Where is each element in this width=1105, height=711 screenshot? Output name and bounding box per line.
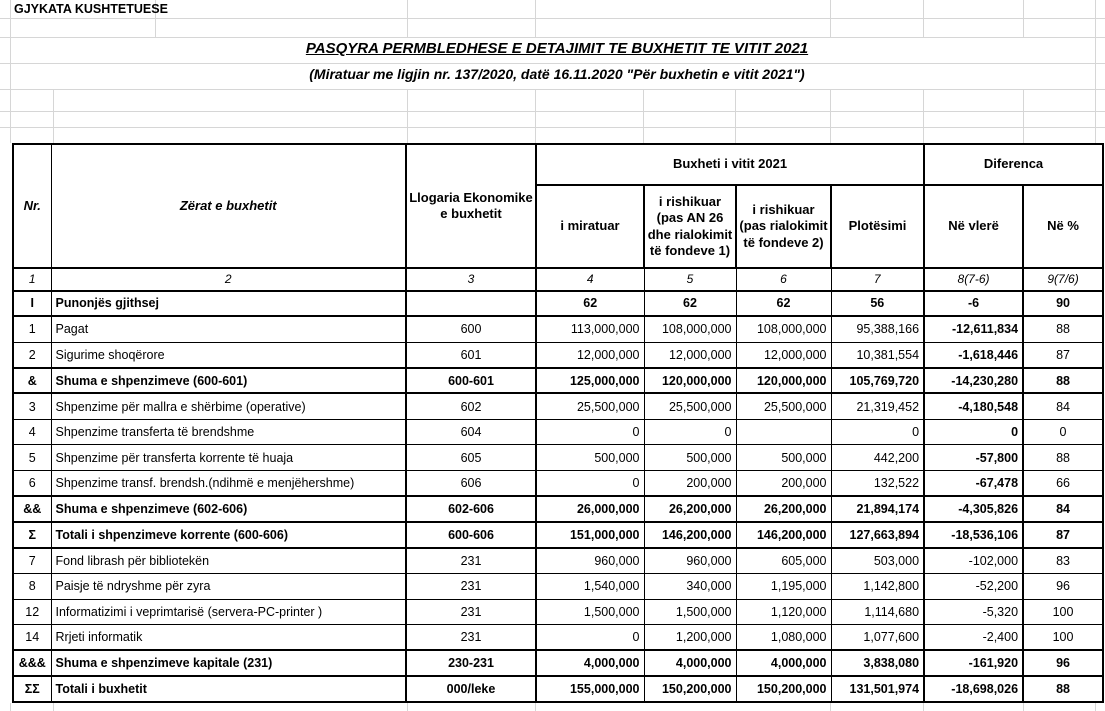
- gridline-vertical: [735, 89, 736, 143]
- row-nr: &: [13, 368, 51, 394]
- table-row: [13, 496, 1103, 522]
- val-plotesimi: 95,388,166: [831, 316, 924, 342]
- row-label: Shuma e shpenzimeve (600-601): [51, 368, 406, 394]
- colnum-5: 5: [644, 268, 736, 291]
- col-header-nr: Nr.: [13, 144, 51, 268]
- gridline-vertical: [923, 703, 924, 711]
- val-rishikuar1: 4,000,000: [644, 650, 736, 676]
- budget-table: [12, 143, 1104, 703]
- row-label: Shpenzime transferta të brendshme: [51, 419, 406, 445]
- val-diff-vlere: -4,305,826: [924, 496, 1023, 522]
- val-miratuar: 500,000: [536, 445, 644, 471]
- subtitle-row: [12, 66, 1102, 84]
- row-account: 230-231: [406, 650, 536, 676]
- val-miratuar: 12,000,000: [536, 342, 644, 368]
- gridline-vertical: [535, 703, 536, 711]
- val-rishikuar2: 605,000: [736, 548, 831, 574]
- gridline-vertical: [1095, 703, 1096, 711]
- val-rishikuar2: 150,200,000: [736, 676, 831, 702]
- row-label: Totali i shpenzimeve korrente (600-606): [51, 522, 406, 548]
- table-row: [13, 471, 1103, 497]
- val-plotesimi: 1,077,600: [831, 625, 924, 651]
- row-account: 606: [406, 471, 536, 497]
- val-miratuar: 4,000,000: [536, 650, 644, 676]
- gridline-vertical: [1023, 89, 1024, 143]
- table-row: [13, 291, 1103, 317]
- val-plotesimi: 0: [831, 419, 924, 445]
- row-nr: Σ: [13, 522, 51, 548]
- val-plotesimi: 132,522: [831, 471, 924, 497]
- row-account: [406, 291, 536, 317]
- row-label: Pagat: [51, 316, 406, 342]
- val-rishikuar2: 200,000: [736, 471, 831, 497]
- gridline-vertical: [407, 89, 408, 143]
- col-header-items: Zërat e buxhetit: [51, 144, 406, 268]
- val-miratuar: 25,500,000: [536, 393, 644, 419]
- val-rishikuar2: 120,000,000: [736, 368, 831, 394]
- table-row: [13, 676, 1103, 702]
- budget-table-body: [13, 268, 1103, 702]
- val-rishikuar1: 120,000,000: [644, 368, 736, 394]
- table-row: [13, 316, 1103, 342]
- row-label: Rrjeti informatik: [51, 625, 406, 651]
- gridline-vertical: [1023, 0, 1024, 37]
- val-rishikuar1: 0: [644, 419, 736, 445]
- row-account: 600-601: [406, 368, 536, 394]
- val-rishikuar1: 960,000: [644, 548, 736, 574]
- table-row: [13, 419, 1103, 445]
- val-plotesimi: 1,142,800: [831, 573, 924, 599]
- val-diff-pct: 84: [1023, 393, 1103, 419]
- row-label: Punonjës gjithsej: [51, 291, 406, 317]
- val-plotesimi: 21,319,452: [831, 393, 924, 419]
- gridline-horizontal: [0, 89, 1105, 90]
- row-nr: ΣΣ: [13, 676, 51, 702]
- val-rishikuar1: 26,200,000: [644, 496, 736, 522]
- row-label: Paisje të ndryshme për zyra: [51, 573, 406, 599]
- gridline-vertical: [643, 89, 644, 143]
- title-row: [12, 40, 1102, 58]
- val-plotesimi: 105,769,720: [831, 368, 924, 394]
- row-account: 600: [406, 316, 536, 342]
- val-diff-pct: 87: [1023, 342, 1103, 368]
- row-account: 600-606: [406, 522, 536, 548]
- row-account: 602: [406, 393, 536, 419]
- val-miratuar: 0: [536, 419, 644, 445]
- val-diff-pct: 88: [1023, 316, 1103, 342]
- val-miratuar: 0: [536, 471, 644, 497]
- row-account: 605: [406, 445, 536, 471]
- val-diff-pct: 100: [1023, 625, 1103, 651]
- val-rishikuar1: 12,000,000: [644, 342, 736, 368]
- row-account: 231: [406, 625, 536, 651]
- row-account: 231: [406, 599, 536, 625]
- col-header-revised2: i rishikuar (pas rialokimit të fondeve 2): [736, 185, 831, 268]
- val-diff-pct: 96: [1023, 573, 1103, 599]
- page-title: PASQYRA PERMBLEDHESE E DETAJIMIT TE BUXHETIT TE VITIT 2021: [305, 40, 809, 57]
- val-diff-vlere: -161,920: [924, 650, 1023, 676]
- row-label: Fond librash për bibliotekën: [51, 548, 406, 574]
- val-miratuar: 26,000,000: [536, 496, 644, 522]
- val-rishikuar2: 1,080,000: [736, 625, 831, 651]
- val-rishikuar1: 200,000: [644, 471, 736, 497]
- table-row: [13, 522, 1103, 548]
- gridline-vertical: [923, 0, 924, 37]
- val-rishikuar1: 25,500,000: [644, 393, 736, 419]
- row-nr: 6: [13, 471, 51, 497]
- val-diff-vlere: -57,800: [924, 445, 1023, 471]
- org-name: GJYKATA KUSHTETUESE: [14, 2, 168, 16]
- val-diff-vlere: -14,230,280: [924, 368, 1023, 394]
- val-diff-pct: 90: [1023, 291, 1103, 317]
- val-rishikuar2: 25,500,000: [736, 393, 831, 419]
- colnum-8: 8(7-6): [924, 268, 1023, 291]
- column-number-row: [13, 268, 1103, 291]
- row-nr: I: [13, 291, 51, 317]
- val-rishikuar2: 62: [736, 291, 831, 317]
- val-rishikuar2: 26,200,000: [736, 496, 831, 522]
- colnum-1: 1: [13, 268, 51, 291]
- colnum-7: 7: [831, 268, 924, 291]
- row-nr: 5: [13, 445, 51, 471]
- col-header-completion: Plotësimi: [831, 185, 924, 268]
- col-header-revised1: i rishikuar (pas AN 26 dhe rialokimit të fondeve 1): [644, 185, 736, 268]
- val-plotesimi: 1,114,680: [831, 599, 924, 625]
- val-diff-vlere: -102,000: [924, 548, 1023, 574]
- row-account: 602-606: [406, 496, 536, 522]
- table-row: [13, 368, 1103, 394]
- colnum-6: 6: [736, 268, 831, 291]
- row-account: 231: [406, 573, 536, 599]
- row-nr: &&&: [13, 650, 51, 676]
- gridline-vertical: [53, 703, 54, 711]
- gridline-vertical: [830, 703, 831, 711]
- gridline-vertical: [1023, 703, 1024, 711]
- row-nr: 4: [13, 419, 51, 445]
- val-miratuar: 1,500,000: [536, 599, 644, 625]
- row-account: 000/leke: [406, 676, 536, 702]
- row-account: 604: [406, 419, 536, 445]
- val-miratuar: 155,000,000: [536, 676, 644, 702]
- row-nr: 7: [13, 548, 51, 574]
- col-header-account: Llogaria Ekonomike e buxhetit: [406, 144, 536, 268]
- gridline-vertical: [10, 0, 11, 143]
- row-label: Informatizimi i veprimtarisë (servera-PC-printer ): [51, 599, 406, 625]
- row-nr: 12: [13, 599, 51, 625]
- row-nr: &&: [13, 496, 51, 522]
- val-diff-vlere: -1,618,446: [924, 342, 1023, 368]
- gridline-vertical: [407, 703, 408, 711]
- val-rishikuar1: 150,200,000: [644, 676, 736, 702]
- colnum-4: 4: [536, 268, 644, 291]
- val-diff-pct: 87: [1023, 522, 1103, 548]
- val-miratuar: 125,000,000: [536, 368, 644, 394]
- row-label: Shuma e shpenzimeve kapitale (231): [51, 650, 406, 676]
- colnum-2: 2: [51, 268, 406, 291]
- row-nr: 1: [13, 316, 51, 342]
- table-row: [13, 393, 1103, 419]
- val-diff-vlere: -18,698,026: [924, 676, 1023, 702]
- colnum-9: 9(7/6): [1023, 268, 1103, 291]
- val-plotesimi: 3,838,080: [831, 650, 924, 676]
- gridline-horizontal: [0, 37, 1105, 38]
- val-diff-vlere: -2,400: [924, 625, 1023, 651]
- val-diff-vlere: -52,200: [924, 573, 1023, 599]
- val-diff-pct: 96: [1023, 650, 1103, 676]
- val-diff-vlere: -6: [924, 291, 1023, 317]
- table-row: [13, 650, 1103, 676]
- row-label: Shpenzime për mallra e shërbime (operative): [51, 393, 406, 419]
- colnum-3: 3: [406, 268, 536, 291]
- row-label: Shuma e shpenzimeve (602-606): [51, 496, 406, 522]
- val-rishikuar1: 1,200,000: [644, 625, 736, 651]
- gridline-vertical: [10, 703, 11, 711]
- table-row: [13, 625, 1103, 651]
- row-account: 231: [406, 548, 536, 574]
- val-diff-vlere: 0: [924, 419, 1023, 445]
- row-nr: 14: [13, 625, 51, 651]
- row-account: 601: [406, 342, 536, 368]
- gridline-vertical: [830, 89, 831, 143]
- table-row: [13, 599, 1103, 625]
- table-row: [13, 342, 1103, 368]
- val-diff-vlere: -18,536,106: [924, 522, 1023, 548]
- col-group-diferenca: Diferenca: [924, 144, 1103, 185]
- val-diff-pct: 84: [1023, 496, 1103, 522]
- gridline-horizontal: [0, 18, 1105, 19]
- col-header-approved: i miratuar: [536, 185, 644, 268]
- val-rishikuar2: 4,000,000: [736, 650, 831, 676]
- gridline-vertical: [407, 0, 408, 37]
- page-subtitle: (Miratuar me ligjin nr. 137/2020, datë 16.11.2020 "Për buxhetin e vitit 2021"): [309, 66, 805, 82]
- val-rishikuar1: 108,000,000: [644, 316, 736, 342]
- val-miratuar: 1,540,000: [536, 573, 644, 599]
- table-row: [13, 548, 1103, 574]
- val-diff-vlere: -4,180,548: [924, 393, 1023, 419]
- val-miratuar: 151,000,000: [536, 522, 644, 548]
- val-miratuar: 113,000,000: [536, 316, 644, 342]
- val-rishikuar2: 108,000,000: [736, 316, 831, 342]
- row-label: Shpenzime për transferta korrente të huaja: [51, 445, 406, 471]
- row-nr: 2: [13, 342, 51, 368]
- col-header-diff-value: Në vlerë: [924, 185, 1023, 268]
- col-header-diff-pct: Në %: [1023, 185, 1103, 268]
- val-rishikuar2: 500,000: [736, 445, 831, 471]
- val-rishikuar2: 1,120,000: [736, 599, 831, 625]
- table-row: [13, 445, 1103, 471]
- gridline-horizontal: [0, 63, 1105, 64]
- val-rishikuar2: 12,000,000: [736, 342, 831, 368]
- val-miratuar: 62: [536, 291, 644, 317]
- val-rishikuar2: 146,200,000: [736, 522, 831, 548]
- gridline-vertical: [830, 0, 831, 37]
- val-plotesimi: 442,200: [831, 445, 924, 471]
- gridline-vertical: [53, 89, 54, 143]
- gridline-vertical: [535, 0, 536, 37]
- row-nr: 3: [13, 393, 51, 419]
- gridline-horizontal: [0, 111, 1105, 112]
- val-diff-vlere: -67,478: [924, 471, 1023, 497]
- val-diff-pct: 0: [1023, 419, 1103, 445]
- row-label: Totali i buxhetit: [51, 676, 406, 702]
- val-plotesimi: 131,501,974: [831, 676, 924, 702]
- val-diff-vlere: -5,320: [924, 599, 1023, 625]
- val-plotesimi: 56: [831, 291, 924, 317]
- val-miratuar: 0: [536, 625, 644, 651]
- gridline-vertical: [923, 89, 924, 143]
- val-plotesimi: 10,381,554: [831, 342, 924, 368]
- val-plotesimi: 503,000: [831, 548, 924, 574]
- val-diff-pct: 66: [1023, 471, 1103, 497]
- gridline-horizontal: [0, 127, 1105, 128]
- val-rishikuar1: 340,000: [644, 573, 736, 599]
- val-diff-pct: 88: [1023, 445, 1103, 471]
- val-diff-pct: 83: [1023, 548, 1103, 574]
- val-rishikuar2: [736, 419, 831, 445]
- val-miratuar: 960,000: [536, 548, 644, 574]
- val-diff-pct: 88: [1023, 368, 1103, 394]
- val-rishikuar1: 146,200,000: [644, 522, 736, 548]
- val-diff-vlere: -12,611,834: [924, 316, 1023, 342]
- val-rishikuar1: 62: [644, 291, 736, 317]
- val-plotesimi: 21,894,174: [831, 496, 924, 522]
- row-nr: 8: [13, 573, 51, 599]
- val-rishikuar2: 1,195,000: [736, 573, 831, 599]
- row-label: Shpenzime transf. brendsh.(ndihmë e menjëhershme): [51, 471, 406, 497]
- val-diff-pct: 100: [1023, 599, 1103, 625]
- val-rishikuar1: 500,000: [644, 445, 736, 471]
- val-diff-pct: 88: [1023, 676, 1103, 702]
- val-rishikuar1: 1,500,000: [644, 599, 736, 625]
- val-plotesimi: 127,663,894: [831, 522, 924, 548]
- row-label: Sigurime shoqërore: [51, 342, 406, 368]
- table-row: [13, 573, 1103, 599]
- col-group-budget-2021: Buxheti i vitit 2021: [536, 144, 924, 185]
- gridline-vertical: [535, 89, 536, 143]
